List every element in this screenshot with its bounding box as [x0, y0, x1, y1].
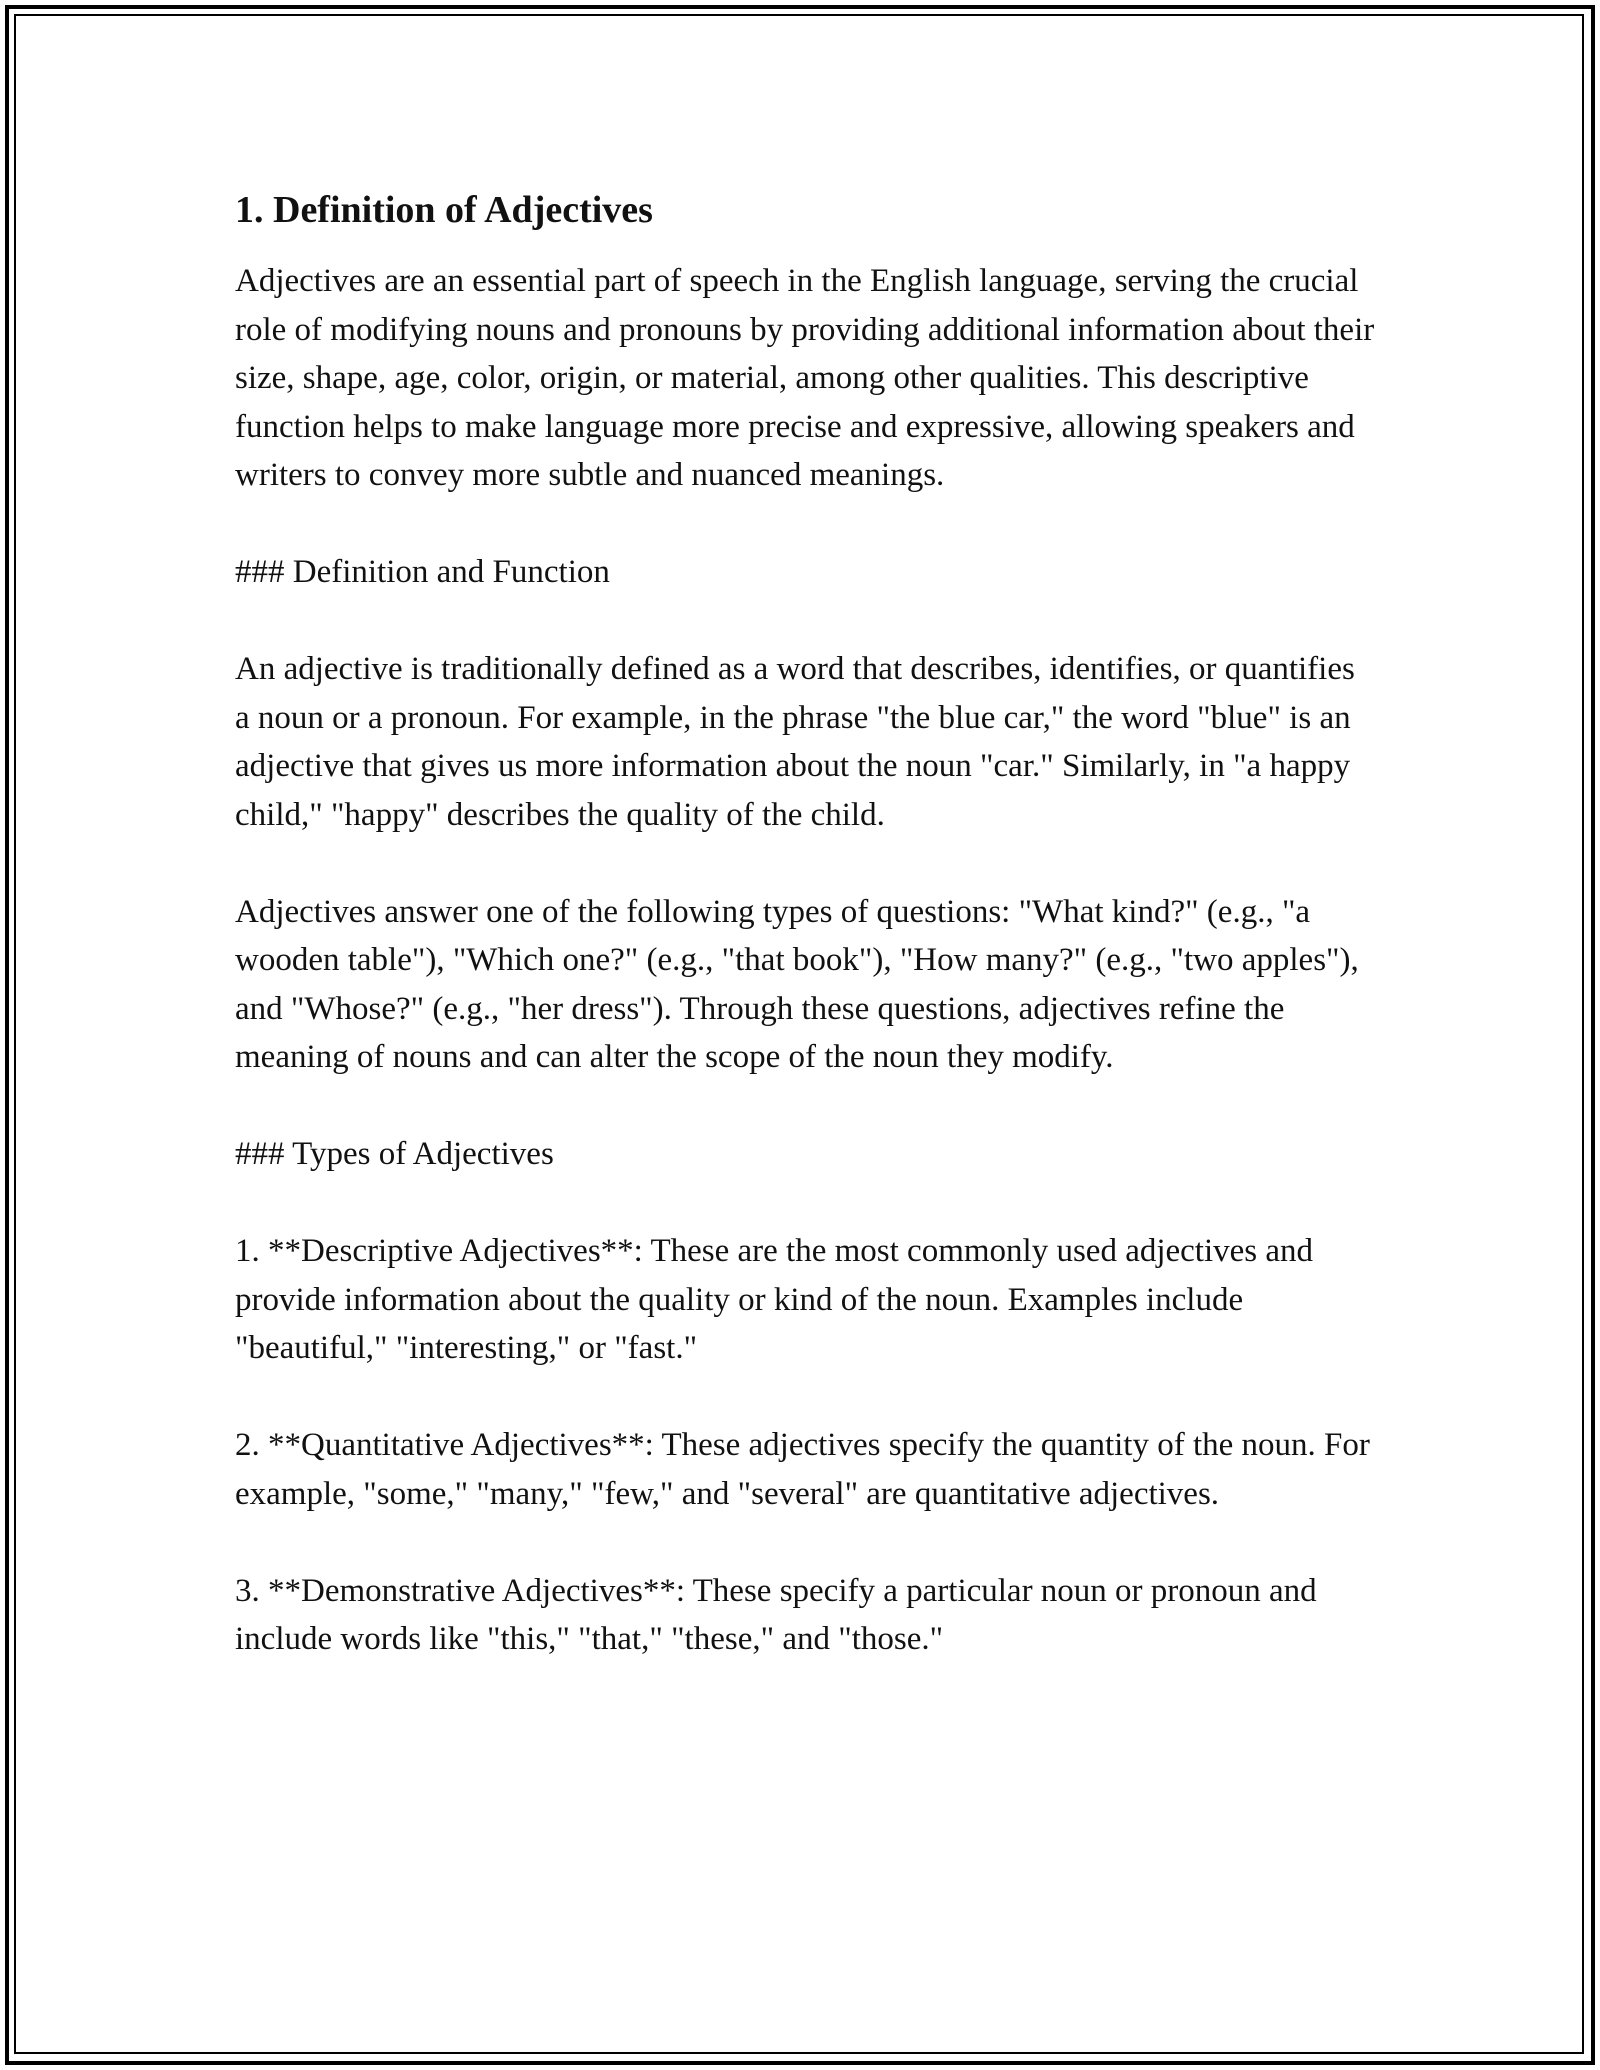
intro-paragraph: Adjectives are an essential part of speech in the English language, serving the crucial role of modifying nouns and pronouns by providing additional information about their size, shape, age, color, origin, or material, among other qualities. This descriptive function helps to make language more precise and expressive, allowing speakers and writers to convey more subtle and nuanced meanings.	[235, 263, 1375, 493]
list-item-quantitative: 2. **Quantitative Adjectives**: These adjectives specify the quantity of the noun. For example, "some," "many," "few," and "several" are quantitative adjectives.	[235, 1427, 1370, 1512]
subheading-types-of-adjectives: ### Types of Adjectives	[235, 1136, 554, 1172]
section-heading: 1. Definition of Adjectives	[235, 189, 653, 231]
questions-paragraph: Adjectives answer one of the following types of questions: "What kind?" (e.g., "a wooden table"), "Which one?" (e.g., "that book"), "How many?" (e.g., "two apples"), and "Whose?" (e.g., "her dress"). Through these questions, adjectives refine the meaning of nouns and can alter the scope of the noun they modify.	[235, 893, 1359, 1075]
list-item-demonstrative: 3. **Demonstrative Adjectives**: These specify a particular noun or pronoun and include words like "this," "that," "these," and "those."	[235, 1572, 1317, 1657]
list-item-descriptive: 1. **Descriptive Adjectives**: These are the most commonly used adjectives and provide information about the quality or kind of the noun. Examples include "beautiful," "interesting," or "fast."	[235, 1233, 1314, 1366]
definition-paragraph: An adjective is traditionally defined as a word that describes, identifies, or quantifies a noun or a pronoun. For example, in the phrase "the blue car," the word "blue" is an adjective that gives us more information about the noun "car." Similarly, in "a happy child," "happy" describes the quality of the child.	[235, 651, 1355, 833]
document-body	[235, 185, 1375, 1712]
subheading-definition-and-function: ### Definition and Function	[235, 554, 610, 590]
